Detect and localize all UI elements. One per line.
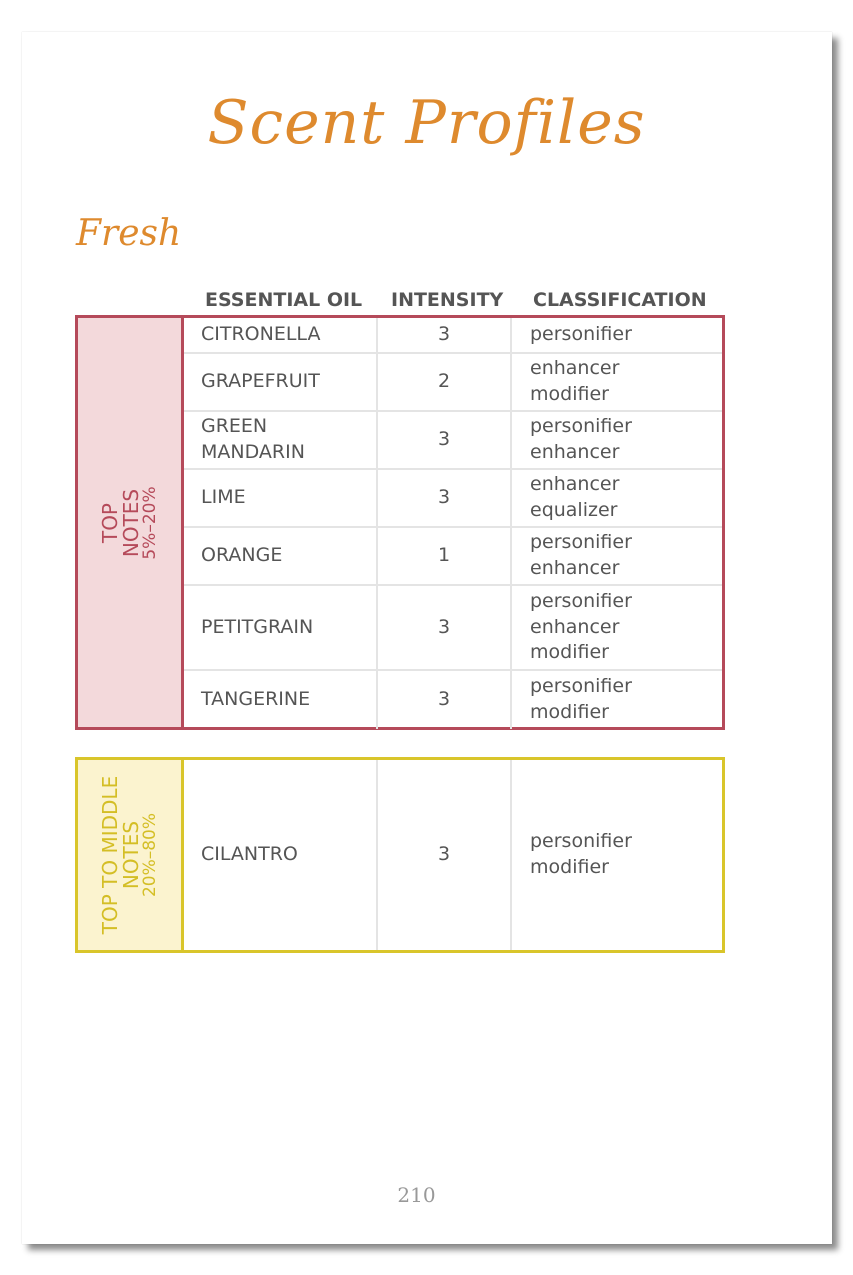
classification-cell	[512, 318, 722, 352]
classification-item: enhancer	[530, 615, 620, 638]
oil-name-cell	[184, 354, 378, 410]
top-notes-rows	[184, 318, 722, 727]
oil-name-cell	[184, 528, 378, 584]
classification-item: enhancer	[530, 557, 620, 579]
oil-name: PETITGRAIN	[201, 615, 314, 638]
oil-name: CITRONELLA	[201, 323, 321, 346]
oil-name: GRAPEFRUIT	[201, 370, 320, 393]
table-row	[184, 470, 722, 528]
oil-name: GREEN MANDARIN	[201, 415, 305, 463]
classification-cell	[512, 528, 722, 584]
intensity-cell: 3	[378, 412, 512, 468]
group-percentage: 20%–80%	[139, 812, 160, 898]
group-percentage: 5%–20%	[139, 485, 160, 560]
top-to-middle-notes-group	[75, 757, 725, 953]
classification-item: personifier	[530, 323, 632, 346]
group-label: TOP NOTES	[97, 488, 143, 557]
oil-name: ORANGE	[201, 544, 283, 567]
intensity-cell: 3	[378, 586, 512, 669]
classification-item: equalizer	[530, 499, 618, 521]
intensity-cell: 2	[378, 354, 512, 410]
oil-name-cell	[184, 586, 378, 669]
classification-cell	[512, 760, 722, 950]
classification-item: personifier	[530, 531, 632, 554]
top-notes-group	[75, 315, 725, 730]
oil-name: TANGERINE	[201, 688, 311, 711]
classification-cell	[512, 412, 722, 468]
classification-cell	[512, 671, 722, 729]
oil-name-cell	[184, 412, 378, 468]
table-row	[184, 412, 722, 470]
intensity-cell: 3	[378, 318, 512, 352]
oil-name-cell	[184, 318, 378, 352]
oil-name: CILANTRO	[201, 843, 298, 866]
classification-item: enhancer	[530, 441, 620, 463]
intensity-cell: 3	[378, 671, 512, 729]
top-to-middle-label-panel	[78, 760, 184, 950]
group-label: TOP TO MIDDLE NOTES	[97, 775, 143, 935]
intensity-cell: 3	[378, 760, 512, 950]
header-intensity: INTENSITY	[391, 289, 504, 311]
classification-item: modifier	[530, 701, 609, 723]
oil-name: LIME	[201, 486, 246, 509]
intensity-cell: 3	[378, 470, 512, 526]
header-essential-oil: ESSENTIAL OIL	[205, 289, 363, 311]
classification-item: modifier	[530, 856, 609, 878]
table-row	[184, 671, 722, 729]
page-title: Scent Profiles	[207, 88, 646, 158]
top-notes-label-panel	[78, 318, 184, 727]
top-to-middle-rows	[184, 760, 722, 950]
classification-item: enhancer	[530, 473, 620, 496]
classification-cell	[512, 586, 722, 669]
classification-item: personifier	[530, 830, 632, 853]
oil-name-cell	[184, 671, 378, 729]
table-row	[184, 354, 722, 412]
page-number: 210	[397, 1183, 436, 1207]
table-row	[184, 528, 722, 586]
oil-name-cell	[184, 760, 378, 950]
table-row	[184, 318, 722, 354]
classification-cell	[512, 354, 722, 410]
classification-item: modifier	[530, 383, 609, 405]
classification-item: personifier	[530, 590, 632, 613]
header-classification: CLASSIFICATION	[533, 289, 707, 311]
table-row	[184, 586, 722, 671]
classification-item: modifier	[530, 641, 609, 664]
section-title: Fresh	[76, 213, 182, 254]
table-row	[184, 760, 722, 950]
intensity-cell: 1	[378, 528, 512, 584]
classification-item: enhancer	[530, 357, 620, 380]
classification-item: personifier	[530, 415, 632, 438]
classification-item: personifier	[530, 675, 632, 698]
oil-name-cell	[184, 470, 378, 526]
classification-cell	[512, 470, 722, 526]
